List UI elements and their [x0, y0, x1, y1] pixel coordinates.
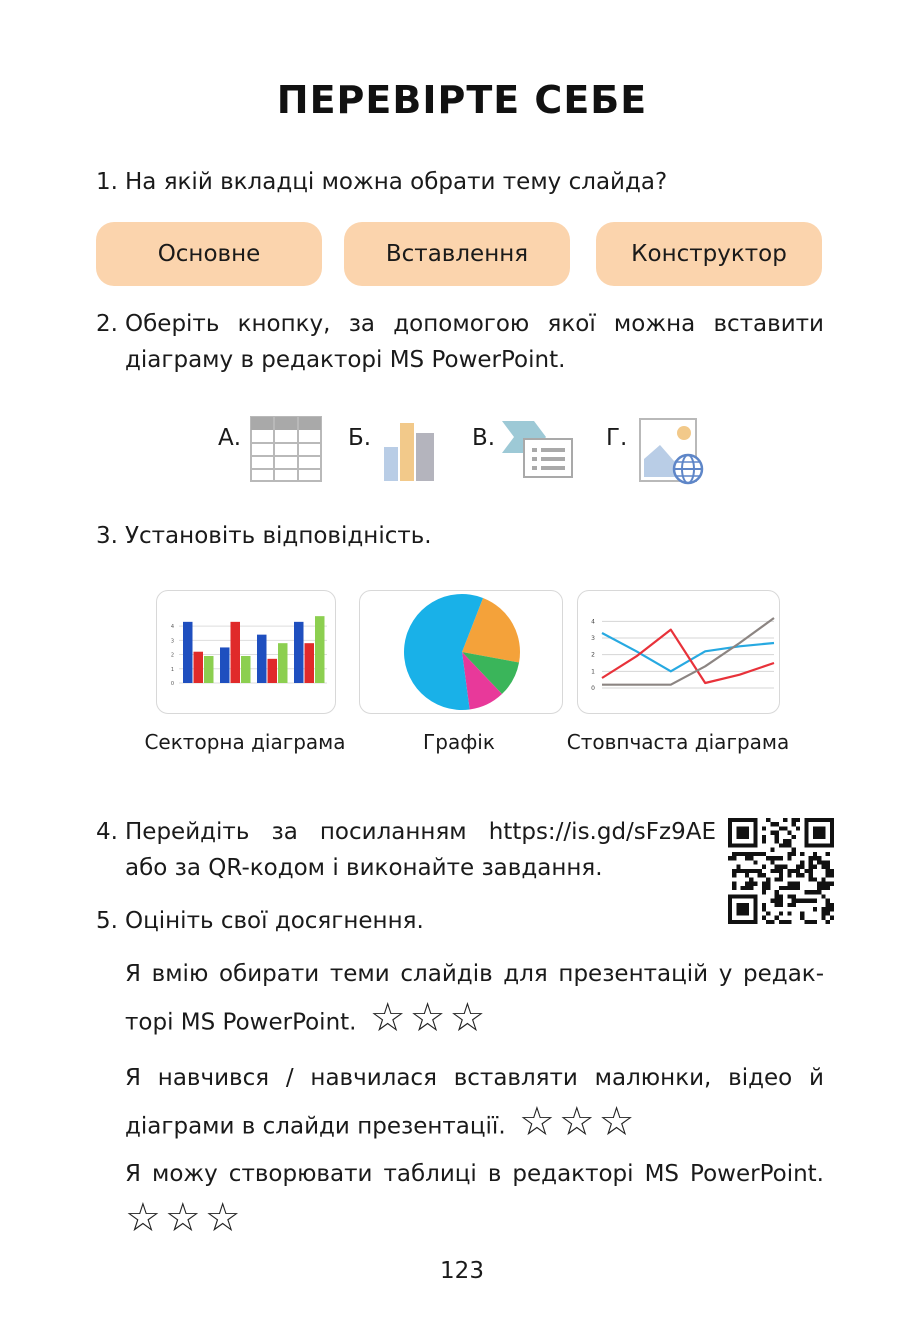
- bar-chart-card[interactable]: [156, 590, 336, 714]
- smartart-icon: [500, 415, 576, 483]
- caption-bar-chart[interactable]: Стовпчаста діаграма: [566, 730, 790, 754]
- achievement-text-line: Я навчився / навчилася вставляти малюнки, відео й: [125, 1065, 824, 1091]
- star-rating: [518, 1099, 639, 1152]
- caption-pie-chart[interactable]: Секторна діаграма: [144, 730, 346, 754]
- achievement-text-line: [125, 1099, 824, 1152]
- question-2: [96, 306, 824, 378]
- achievement-text-line: [125, 995, 824, 1048]
- bar: [241, 656, 251, 683]
- question-number: 3.: [96, 523, 118, 549]
- achievement-text: торі MS PowerPoint.: [125, 1009, 357, 1036]
- achievement-1: [125, 950, 824, 1048]
- tick-label: 2: [170, 652, 174, 659]
- tick-label: 4: [170, 624, 174, 631]
- page-number: 123: [440, 1258, 484, 1284]
- chart-icon: [382, 415, 438, 483]
- option-letter: Г.: [606, 425, 628, 451]
- question-text: Установіть відповідність.: [125, 523, 432, 549]
- option-a[interactable]: [218, 415, 328, 485]
- bar: [204, 656, 214, 683]
- option-d[interactable]: [606, 415, 716, 485]
- tick-label: 0: [591, 685, 595, 692]
- star-icon[interactable]: ☆: [518, 1099, 555, 1145]
- tick-label: 1: [591, 668, 595, 676]
- star-icon[interactable]: ☆: [125, 1195, 161, 1241]
- bar: [257, 635, 267, 683]
- option-konstruktor-button[interactable]: Конструктор: [596, 222, 822, 286]
- tick-label: 3: [170, 638, 174, 645]
- star-rating: [125, 1195, 245, 1248]
- bar: [278, 643, 288, 683]
- star-icon[interactable]: ☆: [164, 1195, 201, 1241]
- question-number: 4.: [96, 819, 118, 845]
- question-5: [96, 903, 824, 939]
- star-icon[interactable]: ☆: [558, 1099, 595, 1145]
- option-vstavlennia-button[interactable]: Вставлення: [344, 222, 570, 286]
- online-picture-icon: [638, 415, 706, 485]
- bar: [231, 622, 241, 683]
- bar: [305, 643, 315, 683]
- question-number: 1.: [96, 169, 118, 195]
- bar-chart: [157, 591, 335, 713]
- question-number: 5.: [96, 908, 118, 934]
- question-number: 2.: [96, 311, 118, 337]
- star-icon[interactable]: ☆: [204, 1195, 241, 1241]
- achievement-text-line: Я вмію обирати теми слайдів для презентацій у редак-: [125, 961, 824, 987]
- achievement-3: [125, 1150, 824, 1248]
- bar: [220, 647, 230, 683]
- series-line: [602, 618, 774, 685]
- option-osnovne-button[interactable]: Основне: [96, 222, 322, 286]
- question-3: [96, 518, 824, 554]
- achievement-text-line: [125, 1195, 824, 1248]
- question-text: Оцініть свої досягнення.: [125, 908, 424, 934]
- tick-label: 0: [170, 681, 174, 687]
- option-letter: В.: [472, 425, 496, 451]
- star-icon[interactable]: ☆: [598, 1099, 635, 1145]
- line-chart: [578, 591, 779, 713]
- bar: [268, 659, 278, 683]
- achievement-2: [125, 1054, 824, 1152]
- tick-label: 4: [591, 618, 595, 626]
- bar: [294, 622, 304, 683]
- line-chart-card[interactable]: [577, 590, 780, 714]
- question-text: Оберіть кнопку, за допомогою якої можна вставити діаграму в редакторі MS PowerPoint.: [125, 311, 824, 373]
- star-icon[interactable]: ☆: [409, 995, 446, 1041]
- question-4: [96, 814, 716, 886]
- series-line: [602, 633, 774, 671]
- bar: [194, 652, 204, 683]
- option-c[interactable]: [472, 415, 582, 485]
- caption-line-chart[interactable]: Графік: [423, 730, 495, 754]
- tick-label: 3: [591, 635, 595, 642]
- star-icon[interactable]: ☆: [369, 995, 406, 1041]
- achievement-text: діаграми в слайди презентації.: [125, 1113, 506, 1140]
- question-text: На якій вкладці можна обрати тему слайда?: [125, 169, 668, 195]
- pie-chart: [360, 591, 562, 713]
- pie-chart-card[interactable]: [359, 590, 563, 714]
- page-title: ПЕРЕВІРТЕ СЕБЕ: [276, 78, 648, 122]
- bar: [183, 622, 193, 683]
- question-text: Перейдіть за посиланням https://is.gd/sFz9AE або за QR-кодом і виконайте завдання.: [125, 819, 716, 881]
- achievement-text-line: Я можу створювати таблиці в редакторі MS PowerPoint.: [125, 1161, 824, 1187]
- star-icon[interactable]: ☆: [449, 995, 486, 1041]
- star-rating: [369, 995, 490, 1048]
- tick-label: 1: [170, 666, 174, 673]
- option-letter: Б.: [348, 425, 372, 451]
- option-b[interactable]: [348, 415, 448, 485]
- table-icon: [250, 415, 322, 483]
- question-1: [96, 164, 824, 200]
- bar: [315, 616, 325, 683]
- tick-label: 2: [591, 651, 595, 659]
- option-letter: А.: [218, 425, 242, 451]
